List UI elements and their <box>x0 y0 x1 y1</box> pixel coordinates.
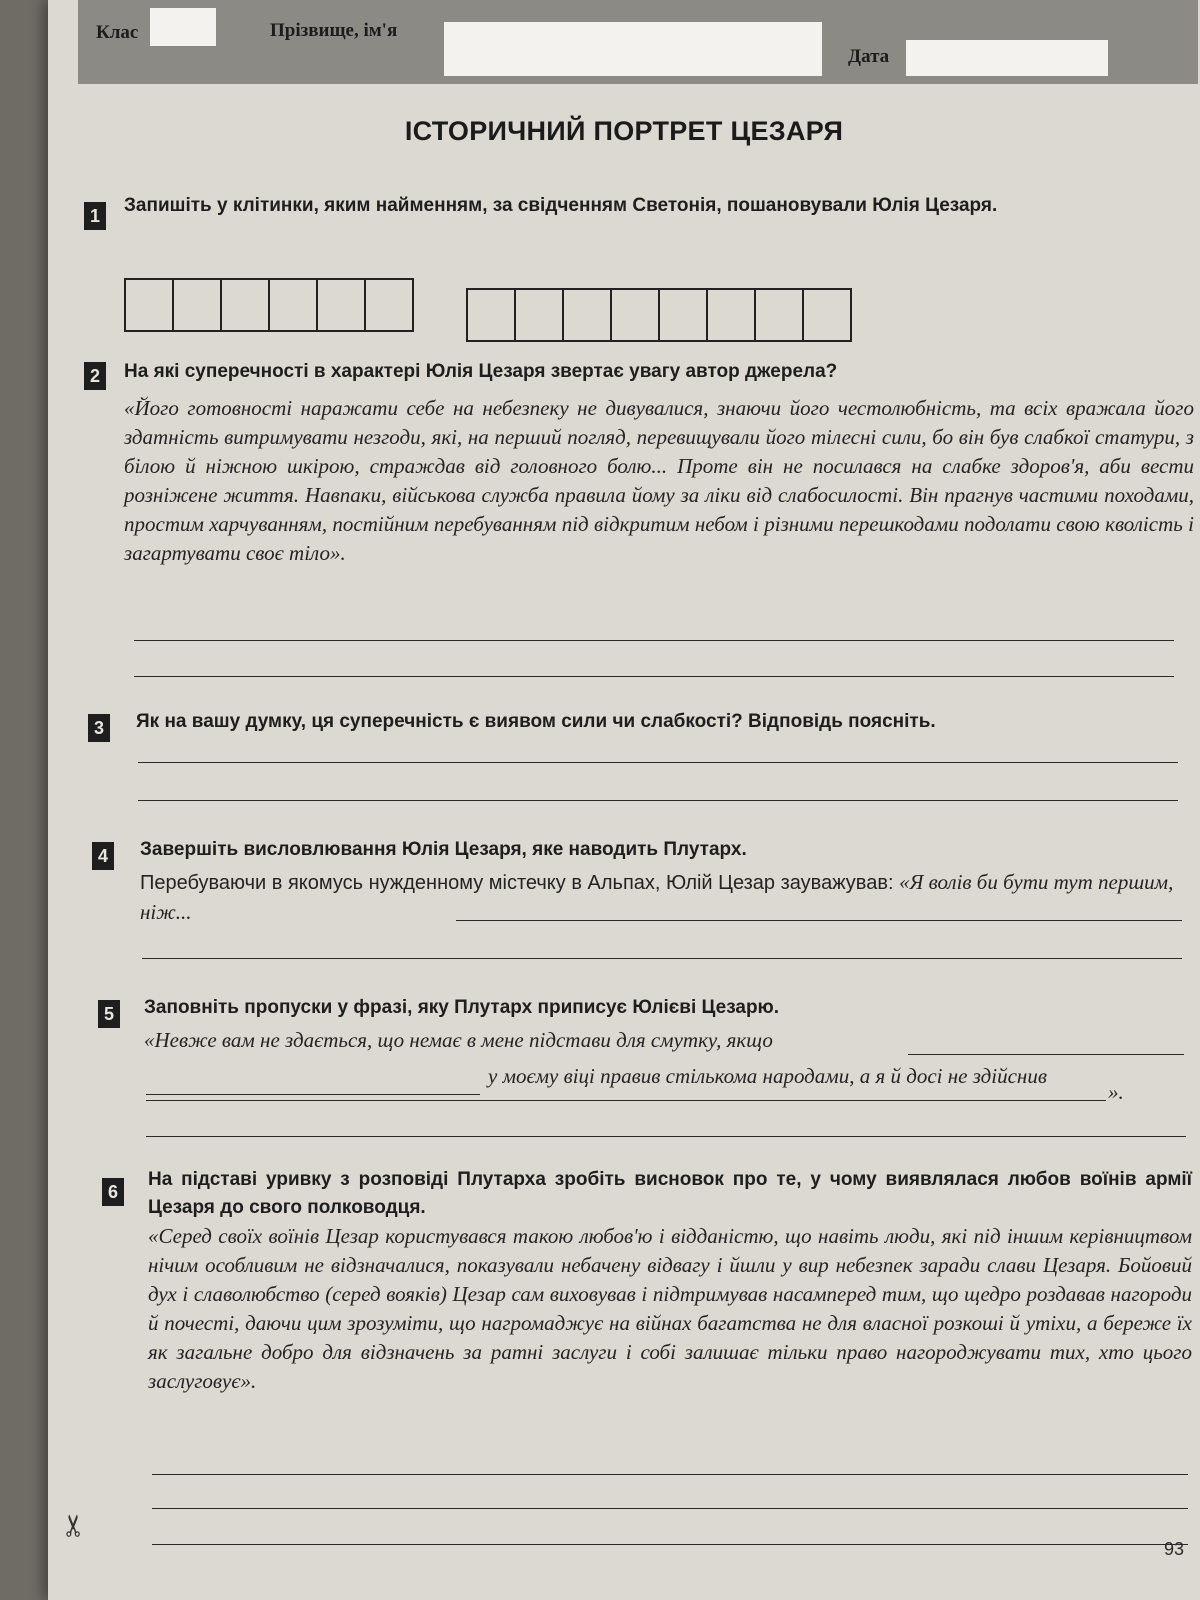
task-1-number: 1 <box>84 202 106 230</box>
answer-line[interactable] <box>152 1544 1188 1545</box>
task-4-quote: «Я волів би бути тут першим, ніж... <box>140 870 1174 924</box>
class-field[interactable] <box>150 8 216 46</box>
task-5-question: Заповніть пропуски у фразі, яку Плутарх приписує Юлієві Цезарю. <box>144 997 780 1018</box>
letter-cell[interactable] <box>270 280 318 330</box>
answer-line[interactable] <box>138 762 1178 763</box>
task-5-number: 5 <box>98 1000 120 1028</box>
letter-cell[interactable] <box>222 280 270 330</box>
header-band <box>78 0 1198 84</box>
task-5-quote-a: «Невже вам не здається, що немає в мене підстави для смутку, якщо <box>144 1028 773 1052</box>
scissors-icon: ✂ <box>58 1512 92 1539</box>
workbook-page <box>48 0 1200 1600</box>
answer-line[interactable] <box>134 676 1174 677</box>
answer-line[interactable] <box>152 1474 1188 1475</box>
name-label: Прізвище, ім'я <box>270 20 398 41</box>
answer-line[interactable] <box>146 1136 1186 1137</box>
blank-3[interactable] <box>146 1100 1106 1101</box>
letter-cell[interactable] <box>564 290 612 340</box>
letter-cell[interactable] <box>708 290 756 340</box>
task-3-number: 3 <box>88 714 110 742</box>
blank-1[interactable] <box>908 1054 1184 1055</box>
task-2-question: На які суперечності в характері Юлія Цезаря звертає увагу автор джерела? <box>124 361 838 382</box>
task-2-number: 2 <box>84 362 106 390</box>
letter-cell[interactable] <box>126 280 174 330</box>
answer-line[interactable] <box>138 800 1178 801</box>
class-label: Клас <box>96 22 139 43</box>
task-5-quote-end: ». <box>1108 1080 1124 1104</box>
page-title: ІСТОРИЧНИЙ ПОРТРЕТ ЦЕЗАРЯ <box>404 116 844 146</box>
task-3-question: Як на вашу думку, ця суперечність є виявом сили чи слабкості? Відповідь поясніть. <box>136 711 936 732</box>
task-2-quote: «Його готовності наражати себе на небезпеку не дивувалися, знаючи його честолюбність, та всіх вражала його здатність витримувати незгоди, які, на перший погляд, перевищували його тілесні сили, бо він був слабкої статури, з білою й ніжною шкірою, страждав від головного болю... Проте він не посилався на слабке здоров'я, аби вести розніжене життя. Навпаки, військова служба правила йому за ліки від слабосилості. Він прагнув частими походами, простим харчуванням, постійним перебуванням під відкритим небом і різними перешкодами подолати свою кволість і загартувати своє тіло». <box>124 396 1194 565</box>
letter-cell[interactable] <box>804 290 850 340</box>
answer-line[interactable] <box>456 920 1182 921</box>
answer-line[interactable] <box>152 1508 1188 1509</box>
letter-cell[interactable] <box>174 280 222 330</box>
date-field[interactable] <box>906 40 1108 76</box>
answer-cells-1[interactable] <box>124 278 414 332</box>
task-4-lead: Перебуваючи в якомусь нужденному містечку в Альпах, Юлій Цезар зауважував: <box>140 872 900 894</box>
task-1-question: Запишіть у клітинки, яким найменням, за свідченням Светонія, пошановували Юлія Цезаря. <box>124 195 998 216</box>
page-number: 93 <box>1163 1539 1184 1559</box>
answer-line[interactable] <box>134 640 1174 641</box>
letter-cell[interactable] <box>318 280 366 330</box>
task-4-question: Завершіть висловлювання Юлія Цезаря, яке наводить Плутарх. <box>140 839 747 860</box>
blank-2[interactable] <box>146 1094 480 1095</box>
letter-cell[interactable] <box>516 290 564 340</box>
answer-cells-2[interactable] <box>466 288 852 342</box>
letter-cell[interactable] <box>756 290 804 340</box>
task-6-number: 6 <box>102 1178 124 1206</box>
task-4-text <box>140 868 1190 928</box>
letter-cell[interactable] <box>366 280 412 330</box>
name-field[interactable] <box>444 22 822 76</box>
letter-cell[interactable] <box>612 290 660 340</box>
task-4-number: 4 <box>92 842 114 870</box>
letter-cell[interactable] <box>468 290 516 340</box>
task-6-question: На підставі уривку з розповіді Плутарха зробіть висновок про те, у чому виявлялася любов воїнів армії Цезаря до свого полководця. <box>148 1169 1192 1218</box>
answer-line[interactable] <box>142 958 1182 959</box>
letter-cell[interactable] <box>660 290 708 340</box>
date-label: Дата <box>848 46 890 67</box>
task-5-quote-b: у моєму віці правив стількома народами, а я й досі не здійснив <box>488 1064 1047 1088</box>
task-6-quote: «Серед своїх воїнів Цезар користувався такою любов'ю і відданістю, що навіть люди, які під іншим керівництвом нічим особливим не відзначалися, показували небачену відвагу і йшли у вир небезпек заради слави Цезаря. Бойовий дух і славолюбство (серед вояків) Цезар сам виховував і підтримував насамперед тим, що щедро роздавав нагороди й почесті, даючи цим зрозуміти, що нагромаджує на війнах багатства не для власної розкоші й утіхи, а береже їх як загальне добро для відзначень за ратні заслуги і собі залишає тільки право нагороджувати тих, хто цього заслуговує». <box>148 1224 1192 1393</box>
